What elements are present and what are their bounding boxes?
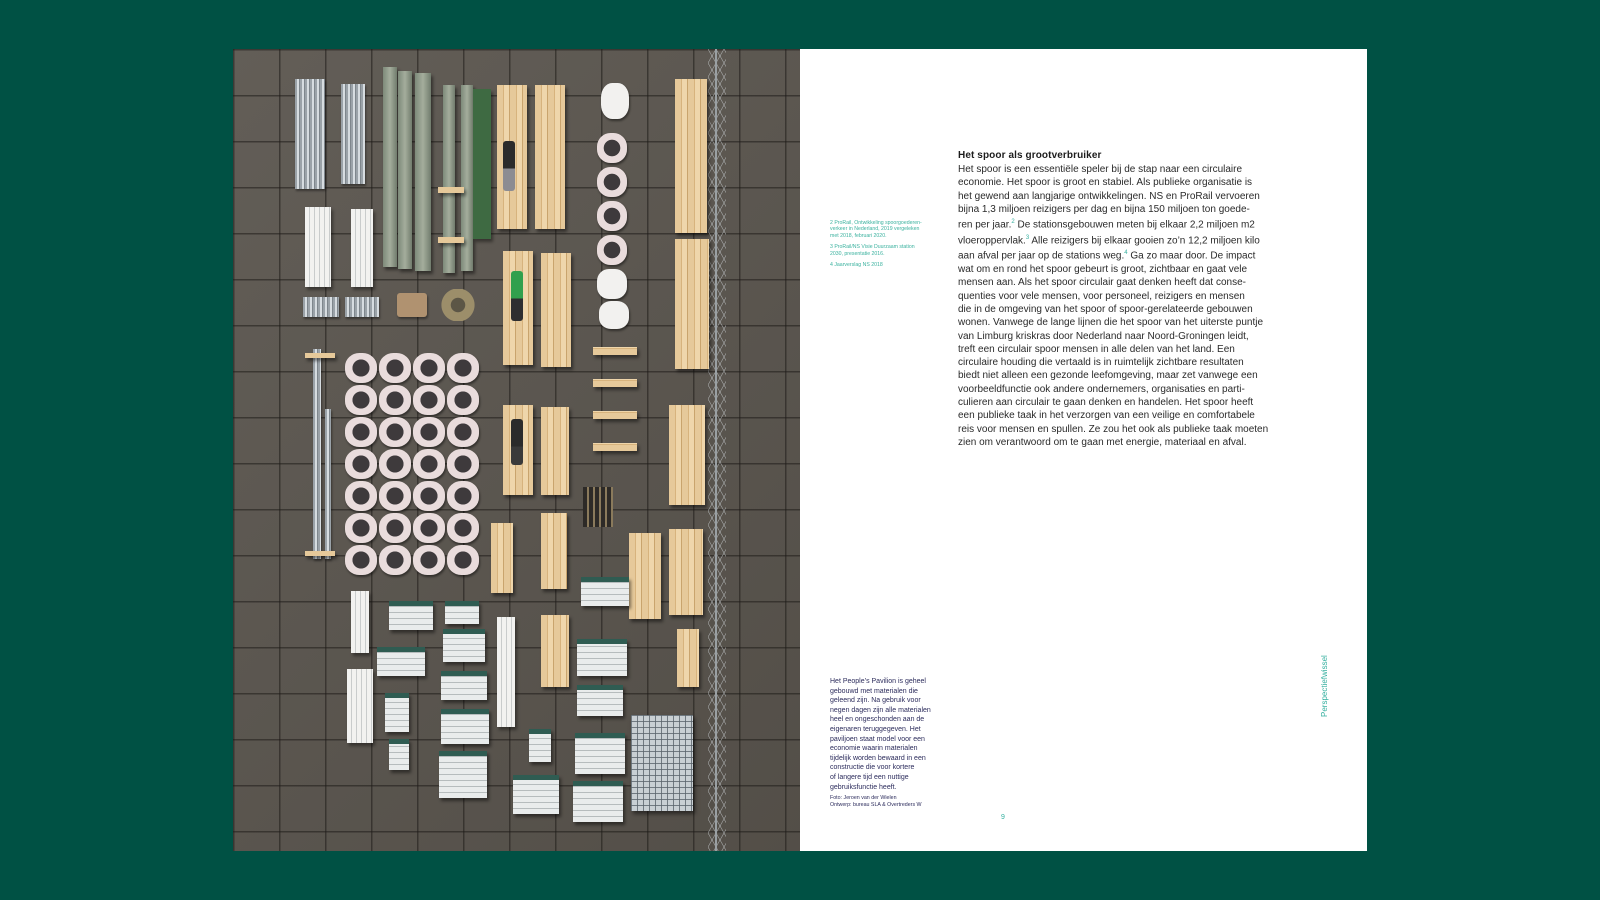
big-bag: [345, 481, 377, 511]
footnote-3: [830, 244, 948, 257]
footnote-4: [830, 262, 948, 268]
wood-strip: [438, 187, 464, 193]
footnote-line: 2 ProRail, Ontwikkeling spoorgoederen-: [830, 220, 922, 226]
caption-line: paviljoen staat model voor een: [830, 735, 925, 743]
fence: [708, 49, 726, 851]
big-bag: [597, 235, 627, 265]
wood-strip: [305, 353, 335, 358]
panel-stack: [389, 601, 433, 630]
big-bag: [413, 449, 445, 479]
footnotes: [830, 220, 948, 273]
credit-line: Ontwerp: bureau SLA & Overtreders W: [830, 802, 922, 808]
body-line: zien om verantwoord om te gaan met energie, materiaal en afval.: [958, 436, 1247, 448]
wood-stack: [541, 407, 569, 495]
steel-profile: [325, 409, 331, 559]
body-text: aan afval per jaar op de stations weg.: [958, 250, 1125, 262]
caption-line: tijdelijk worden bewaard in een: [830, 754, 926, 762]
body-text: De stationsgebouwen meten bij elkaar 2,2 miljoen m2: [1014, 219, 1255, 231]
footnote-2: [830, 220, 948, 239]
small-parts: [303, 297, 339, 317]
person-lying: [503, 141, 515, 191]
wood-stack: [541, 253, 571, 367]
body-text: Alle reizigers bij elkaar gooien zo’n 12,2 miljoen kilo: [1029, 235, 1260, 247]
caption-line: gebruiksfunctie heeft.: [830, 783, 897, 791]
big-bag: [345, 513, 377, 543]
panel-stack: [577, 639, 627, 676]
photo-caption: [830, 677, 948, 792]
big-bag: [447, 449, 479, 479]
big-bag: [379, 385, 411, 415]
footnote-line: 2030, presentatie 2016.: [830, 250, 885, 257]
white-bag: [597, 269, 627, 299]
wood-stack: [491, 523, 513, 593]
big-bag: [413, 513, 445, 543]
body-line: Het spoor is een essentiële speler bij de stap naar een circulaire: [958, 164, 1243, 175]
caption-line: economie waarin materialen: [830, 745, 918, 753]
bench: [593, 443, 637, 451]
wood-strip: [438, 237, 464, 243]
bench: [593, 347, 637, 355]
caption-line: negen dagen zijn alle materialen: [830, 706, 931, 714]
steel-profile: [313, 349, 321, 559]
big-bag: [447, 545, 479, 575]
big-bag: [379, 449, 411, 479]
footnote-line: met 2018, februari 2020.: [830, 232, 887, 239]
person-lying: [511, 271, 523, 321]
panel-stack: [441, 709, 489, 744]
big-bag: [447, 513, 479, 543]
caption-line: heel en ongeschonden aan de: [830, 716, 925, 724]
concrete-post: [398, 71, 412, 269]
big-bag: [345, 449, 377, 479]
mesh-panels: [631, 715, 693, 811]
body-line: quenties voor vele mensen, voor personeel, reizigers en mensen: [958, 290, 1245, 302]
wood-strip: [305, 551, 335, 556]
panel-stack: [573, 781, 623, 822]
footnote-line: 4 Jaarverslag NS 2018: [830, 262, 883, 269]
bench: [593, 379, 637, 387]
panel-stack: [581, 577, 629, 606]
cable-coil: [397, 293, 427, 317]
body-text: vloeroppervlak.: [958, 235, 1026, 247]
caption-line: of langere tijd een nuttige: [830, 773, 909, 781]
concrete-post: [443, 85, 455, 273]
panel-stack: [385, 693, 409, 732]
big-bag: [345, 385, 377, 415]
panel-stack: [577, 685, 623, 716]
big-bag: [413, 353, 445, 383]
body-line: die in de omgeving van het spoor of spoor-gerelateerde gebouwen: [958, 303, 1253, 315]
big-bag: [379, 481, 411, 511]
white-profiles: [497, 617, 515, 727]
big-bag: [345, 417, 377, 447]
panel-stack: [377, 647, 425, 676]
big-bag: [379, 353, 411, 383]
body-line: van Limburg kriskras door Nederland naar Noord-Groningen leidt,: [958, 330, 1249, 342]
body-line: biedt niet alleen een gezonde leefomgeving, maar zet vanwege een: [958, 370, 1258, 382]
big-bag: [447, 385, 479, 415]
wood-stack: [535, 85, 565, 229]
steel-bundle: [341, 84, 365, 184]
body-line: mensen aan. Als het spoor circulair gaat denken heeft dat conse-: [958, 277, 1246, 289]
big-bag: [379, 417, 411, 447]
wood-stack: [677, 629, 699, 687]
panel-stack: [513, 775, 559, 814]
panel-stack: [575, 733, 625, 774]
body-text: ren per jaar.: [958, 219, 1012, 231]
body-text: Ga zo maar door. De impact: [1127, 250, 1256, 262]
article-body: [958, 163, 1298, 449]
big-bag: [345, 353, 377, 383]
white-profiles: [305, 207, 331, 287]
caption-line: Het People’s Pavilion is geheel: [830, 678, 926, 685]
body-line: het gewend aan langjarige ontwikkelingen. NS en ProRail vervoeren: [958, 190, 1260, 202]
aerial-photo: [233, 49, 800, 851]
white-profiles: [351, 209, 373, 287]
white-profiles: [347, 669, 373, 743]
big-bag: [413, 417, 445, 447]
panel-stack: [529, 729, 551, 762]
big-bag: [447, 353, 479, 383]
person-lying: [511, 419, 523, 465]
panel-stack: [441, 671, 487, 700]
body-line: bijna 1,3 miljoen reizigers per dag en bijna 150 miljoen ton goede-: [958, 203, 1250, 215]
big-bag: [379, 513, 411, 543]
steel-bundle: [295, 79, 325, 189]
panel-stack: [443, 629, 485, 662]
caption-line: eigenaren teruggegeven. Het: [830, 725, 921, 733]
small-parts: [345, 297, 379, 317]
book-spread: [233, 49, 1367, 851]
footnote-line: 3 ProRail/NS Visie Duurzaam station: [830, 244, 915, 251]
big-bag: [413, 385, 445, 415]
credit-line: Foto: Jeroen van der Wielen: [830, 795, 897, 801]
body-line: voorbeeldfunctie ook andere ondernemers, organisaties en parti-: [958, 383, 1245, 395]
concrete-post: [383, 67, 397, 267]
concrete-post: [461, 85, 473, 271]
article-title: Het spoor als grootverbruiker: [958, 150, 1102, 161]
body-line: [958, 247, 1298, 263]
panel-stack: [389, 739, 409, 770]
concrete-post: [415, 73, 431, 271]
cable-coil: [441, 289, 475, 321]
body-line: circulaire houding die vertaald is in ruimtelijk zichtbare resultaten: [958, 357, 1244, 369]
wood-stack: [675, 239, 709, 369]
big-bag: [597, 167, 627, 197]
body-line: culieren aan circulair te gaan denken en handelen. Het spoor heeft: [958, 397, 1254, 409]
body-line: treft een circulair spoor mensen in alle delen van het land. Een: [958, 343, 1235, 355]
body-line: economie. Het spoor is groot en stabiel. Als publieke organisatie is: [958, 177, 1253, 189]
big-bag: [379, 545, 411, 575]
fence-rail: [715, 49, 717, 851]
body-line: wonen. Vanwege de lange lijnen die het spoor van het uiterste puntje: [958, 317, 1264, 329]
footnote-ref: 4: [1124, 250, 1128, 257]
white-bag: [599, 301, 629, 329]
big-bag: [345, 545, 377, 575]
footnote-ref: 2: [1011, 219, 1015, 226]
text-page: Het spoor als grootverbruiker Het spoor is een essentiële speler bij de stap naar een circulaire economie. Het spoor is groot en stabiel. Als publieke organisatie is het gewend aan langjarige ontwikkelingen. NS en ProRail vervoeren bijna 1,3 miljoen reizigers per dag en bijna 150 miljoen ton goede- ren per jaar.$^2$ De stationsgebouwen meten bij elkaar 2,2 miljoen m2 vloeroppervlak.$^3$ Alle reizigers bij elkaar gooien zo’n 12,2 miljoen kilo aan afval per jaar op de stations weg.$^4$ Ga zo maar door. De impact wat om en rond het spoor gebeurt is groot, zichtbaar en gaat vele mensen aan. Als het spoor circulair gaat denken heeft dat conse- quenties voor vele mensen, voor personeel, reizigers en mensen die in de omgeving van het spoor of spoor-gerelateerde gebouwen wonen. Vanwege de lange lijnen die het spoor van het uiterste puntje van Limburg kriskras door Nederland naar Noord-Groningen leidt, treft een circulair spoor mensen in alle delen van het land. Een circulaire houding die vertaald is in ruimtelijk zichtbare resultaten biedt niet alleen een gezonde leefomgeving, maar zet vanwege een voorbeeldfunctie ook andere ondernemers, organisaties en parti- culieren aan circulair te gaan denken en handelen. Het spoor heeft een publieke taak in het verzorgen van een veilige en comfortabele reis voor mensen en spullen. Ze zou het ook als publieke taak moeten zien om verantwoord om te gaan met energie, materiaal en afval. 2 ProRail, Ontwikkeling spoorgoederen- verkeer in Nederland, 2019 vergeleken met 2018, februari 2020. 3 ProRail/NS Visie Duurzaam station 2030, presentatie 2016. 4 Jaarverslag NS 2018 Het People’s Pavilion is geheel gebouwd met materialen die geleend zijn. Na gebruik voor negen dagen zijn alle materialen heel en ongeschonden aan de eigenaren teruggegeven. Het paviljoen staat model voor een economie waarin materialen tijdelijk worden bewaard in een constructie die voor kortere of langere tijd een nuttige gebruiksfunctie heeft. Foto: Jeroen van der Wielen Ontwerp: bureau SLA & Overtreders W 9 Perspectiefwissel: [800, 49, 1367, 851]
big-bag: [413, 481, 445, 511]
photo-credit: [830, 795, 960, 809]
wood-stack: [675, 79, 707, 233]
body-line: wat om en rond het spoor gebeurt is groot, zichtbaar en gaat vele: [958, 264, 1248, 276]
big-bag: [413, 545, 445, 575]
panel-stack: [439, 751, 487, 798]
big-bag: [447, 481, 479, 511]
footnote-line: verkeer in Nederland, 2019 vergeleken: [830, 226, 920, 233]
body-line: [958, 232, 1298, 248]
wood-stack: [669, 529, 703, 615]
body-line: [958, 216, 1298, 232]
green-tarp: [473, 89, 491, 239]
caption-line: gebouwd met materialen die: [830, 687, 918, 695]
page-number: 9: [1001, 814, 1005, 821]
dark-parts: [583, 487, 613, 527]
wood-stack: [629, 533, 661, 619]
caption-line: geleend zijn. Na gebruik voor: [830, 697, 921, 705]
wood-stack: [541, 615, 569, 687]
caption-line: constructie die voor kortere: [830, 764, 915, 772]
white-profiles: [351, 591, 369, 653]
big-bag: [597, 133, 627, 163]
footnote-ref: 3: [1025, 234, 1030, 241]
wood-stack: [669, 405, 705, 505]
white-bag: [601, 83, 629, 119]
big-bag: [447, 417, 479, 447]
bench: [593, 411, 637, 419]
body-line: reis voor mensen en spullen. Ze zou het ook als publieke taak moeten: [958, 423, 1269, 435]
body-line: een publieke taak in het verzorgen van een veilige en comfortabele: [958, 410, 1255, 422]
panel-stack: [445, 601, 479, 624]
wood-stack: [541, 513, 567, 589]
big-bag: [597, 201, 627, 231]
